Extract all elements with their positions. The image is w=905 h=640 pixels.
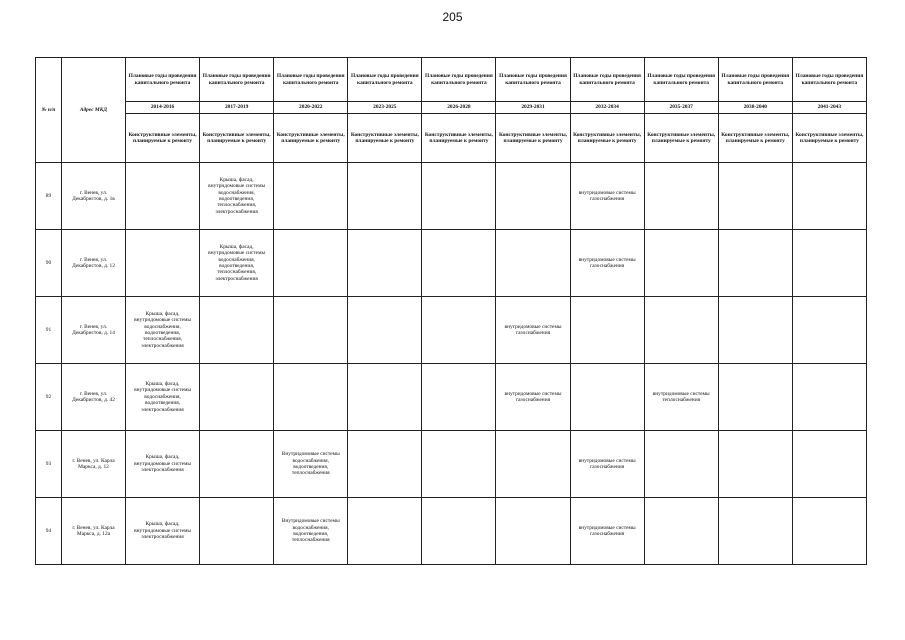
repair-elements-cell <box>496 230 570 297</box>
column-header-address: Адрес МКД <box>62 58 126 163</box>
repair-elements-cell <box>422 431 496 498</box>
repair-elements-cell <box>348 163 422 230</box>
period-header: Плановые годы проведения капитального ремонта <box>570 58 644 102</box>
repair-elements-cell: Крыша, фасад, внутридомовые системы водоснабжения, водоотведения, электроснабжения <box>126 364 200 431</box>
repair-elements-cell <box>422 163 496 230</box>
repair-elements-cell <box>718 230 792 297</box>
table-body <box>36 163 867 565</box>
repair-elements-cell <box>792 230 866 297</box>
repair-elements-cell <box>644 230 718 297</box>
elements-header: Конструктивные элементы, планируемые к ремонту <box>570 114 644 163</box>
capital-repair-plan-table <box>35 57 867 565</box>
years-header: 2041-2043 <box>792 102 866 114</box>
repair-elements-cell <box>718 498 792 565</box>
repair-elements-cell <box>126 230 200 297</box>
period-header: Плановые годы проведения капитального ремонта <box>126 58 200 102</box>
repair-elements-cell <box>348 431 422 498</box>
years-header: 2035-2037 <box>644 102 718 114</box>
header-row-years <box>36 102 867 114</box>
page-number: 205 <box>442 10 463 24</box>
row-number: 91 <box>36 297 62 364</box>
repair-elements-cell <box>200 431 274 498</box>
repair-elements-cell: Крыша, фасад, внутридомовые системы электроснабжения <box>126 498 200 565</box>
elements-header: Конструктивные элементы, планируемые к ремонту <box>200 114 274 163</box>
repair-elements-cell <box>496 163 570 230</box>
table-row <box>36 230 867 297</box>
repair-elements-cell <box>422 498 496 565</box>
elements-header: Конструктивные элементы, планируемые к ремонту <box>644 114 718 163</box>
years-header: 2023-2025 <box>348 102 422 114</box>
repair-elements-cell <box>792 498 866 565</box>
row-address: г. Венев, ул. Карла Маркса, д. 12 <box>62 431 126 498</box>
elements-header: Конструктивные элементы, планируемые к ремонту <box>348 114 422 163</box>
repair-elements-cell <box>274 364 348 431</box>
repair-elements-cell <box>422 364 496 431</box>
repair-elements-cell <box>718 297 792 364</box>
repair-elements-cell <box>274 230 348 297</box>
repair-elements-cell <box>422 297 496 364</box>
repair-elements-cell <box>570 297 644 364</box>
repair-elements-cell <box>570 364 644 431</box>
repair-elements-cell <box>792 163 866 230</box>
period-header: Плановые годы проведения капитального ремонта <box>274 58 348 102</box>
period-header: Плановые годы проведения капитального ремонта <box>200 58 274 102</box>
repair-elements-cell <box>348 498 422 565</box>
years-header: 2029-2031 <box>496 102 570 114</box>
repair-elements-cell: Крыша, фасад, внутридомовые системы водоснабжения, водоотведения, теплоснабжения, электроснабжения <box>200 163 274 230</box>
period-header: Плановые годы проведения капитального ремонта <box>348 58 422 102</box>
repair-elements-cell: Крыша, фасад, внутридомовые системы водоснабжения, водоотведения, теплоснабжения, электроснабжения <box>126 297 200 364</box>
elements-header: Конструктивные элементы, планируемые к ремонту <box>792 114 866 163</box>
table-row <box>36 431 867 498</box>
repair-elements-cell <box>718 364 792 431</box>
period-header: Плановые годы проведения капитального ремонта <box>792 58 866 102</box>
repair-elements-cell <box>348 364 422 431</box>
repair-elements-cell <box>496 498 570 565</box>
repair-elements-cell <box>792 297 866 364</box>
repair-elements-cell <box>644 297 718 364</box>
repair-elements-cell <box>348 230 422 297</box>
repair-elements-cell <box>200 364 274 431</box>
repair-elements-cell: Крыша, фасад, внутридомовые системы электроснабжения <box>126 431 200 498</box>
repair-elements-cell <box>718 431 792 498</box>
repair-elements-cell <box>792 431 866 498</box>
repair-elements-cell: Внутридомовые системы водоснабжения, водоотведения, теплоснабжения <box>274 431 348 498</box>
row-address: г. Венев, ул. Карла Маркса, д. 12а <box>62 498 126 565</box>
years-header: 2038-2040 <box>718 102 792 114</box>
period-header: Плановые годы проведения капитального ремонта <box>496 58 570 102</box>
repair-elements-cell <box>718 163 792 230</box>
row-address: г. Венев, ул. Декабристов, д. 12 <box>62 230 126 297</box>
row-number: 93 <box>36 431 62 498</box>
header-row-elements <box>36 114 867 163</box>
repair-elements-cell: Внутридомовые системы водоснабжения, водоотведения, теплоснабжения <box>274 498 348 565</box>
repair-elements-cell: внутридомовые системы газоснабжения <box>570 431 644 498</box>
repair-elements-cell <box>274 297 348 364</box>
years-header: 2017-2019 <box>200 102 274 114</box>
row-address: г. Венев, ул. Декабристов, д. 42 <box>62 364 126 431</box>
elements-header: Конструктивные элементы, планируемые к ремонту <box>496 114 570 163</box>
row-number: 92 <box>36 364 62 431</box>
repair-elements-cell <box>644 498 718 565</box>
repair-elements-cell: внутридомовые системы газоснабжения <box>496 364 570 431</box>
repair-elements-cell <box>200 498 274 565</box>
repair-elements-cell: внутридомовые системы газоснабжения <box>496 297 570 364</box>
years-header: 2020-2022 <box>274 102 348 114</box>
repair-elements-cell <box>200 297 274 364</box>
repair-elements-cell <box>792 364 866 431</box>
row-number: 89 <box>36 163 62 230</box>
repair-elements-cell: внутридомовые системы теплоснабжения <box>644 364 718 431</box>
row-number: 90 <box>36 230 62 297</box>
period-header: Плановые годы проведения капитального ремонта <box>718 58 792 102</box>
header-row-period <box>36 58 867 102</box>
repair-elements-cell <box>348 297 422 364</box>
table-row <box>36 364 867 431</box>
row-address: г. Венев, ул. Декабристов, д. 1в <box>62 163 126 230</box>
elements-header: Конструктивные элементы, планируемые к ремонту <box>422 114 496 163</box>
repair-elements-cell <box>422 230 496 297</box>
elements-header: Конструктивные элементы, планируемые к ремонту <box>718 114 792 163</box>
repair-elements-cell <box>126 163 200 230</box>
repair-elements-cell <box>644 163 718 230</box>
elements-header: Конструктивные элементы, планируемые к ремонту <box>274 114 348 163</box>
years-header: 2032-2034 <box>570 102 644 114</box>
column-header-number: № п/п <box>36 58 62 163</box>
period-header: Плановые годы проведения капитального ремонта <box>422 58 496 102</box>
row-address: г. Венев, ул. Декабристов, д. 14 <box>62 297 126 364</box>
row-number: 94 <box>36 498 62 565</box>
table-row <box>36 498 867 565</box>
repair-elements-cell <box>496 431 570 498</box>
years-header: 2014-2016 <box>126 102 200 114</box>
elements-header: Конструктивные элементы, планируемые к ремонту <box>126 114 200 163</box>
repair-elements-cell: внутридомовые системы газоснабжения <box>570 163 644 230</box>
repair-elements-cell: внутридомовые системы газоснабжения <box>570 230 644 297</box>
repair-elements-cell: внутридомовые системы газоснабжения <box>570 498 644 565</box>
period-header: Плановые годы проведения капитального ремонта <box>644 58 718 102</box>
years-header: 2026-2028 <box>422 102 496 114</box>
table-row <box>36 297 867 364</box>
repair-elements-cell <box>274 163 348 230</box>
table-row <box>36 163 867 230</box>
repair-elements-cell: Крыша, фасад, внутридомовые системы водоснабжения, водоотведения, теплоснабжения, электроснабжения <box>200 230 274 297</box>
repair-elements-cell <box>644 431 718 498</box>
